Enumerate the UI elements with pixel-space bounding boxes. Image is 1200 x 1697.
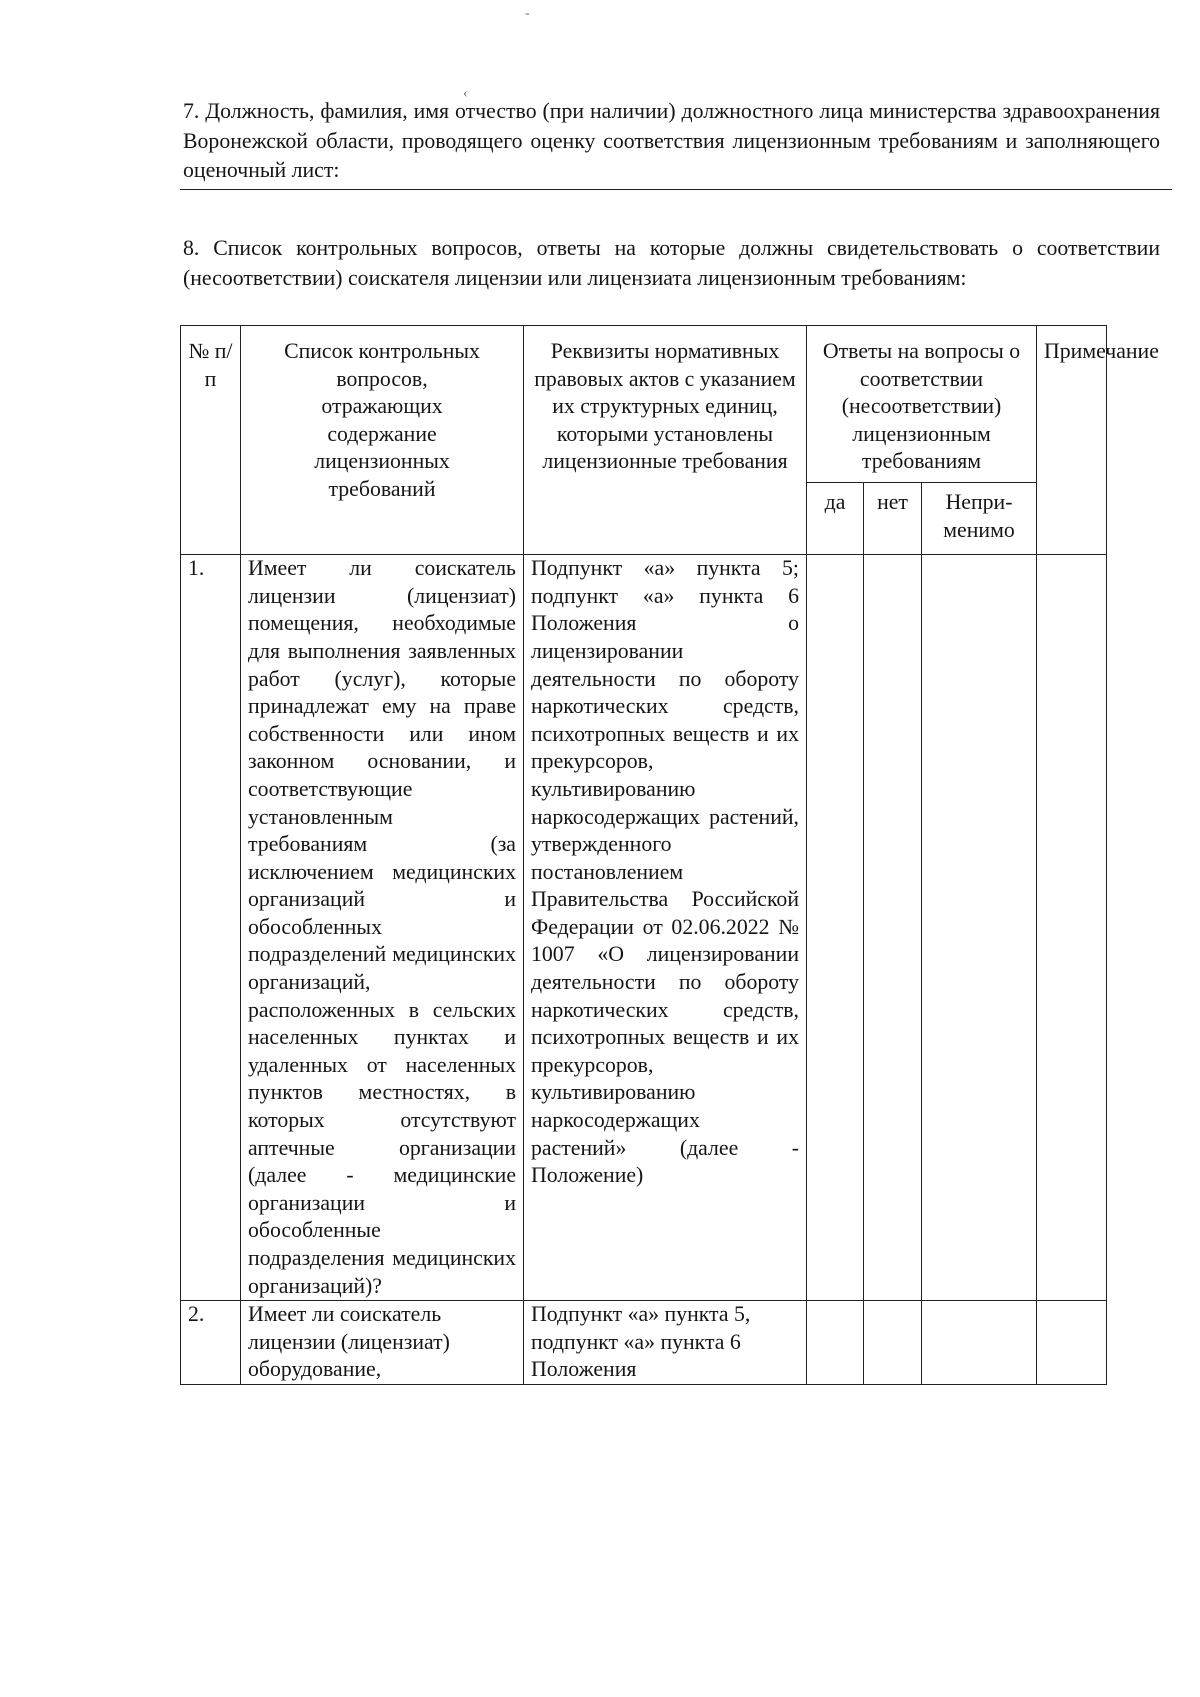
row-question: Имеет ли соискатель лицензии (лицензиат) оборудование,	[241, 1301, 524, 1385]
note-cell[interactable]	[1037, 1301, 1107, 1385]
answer-no-cell[interactable]	[864, 1301, 922, 1385]
row-question: Имеет ли соискатель лицензии (лицензиат) помещения, необходимые для выполнения заявленных работ (услуг), которые принадлежат ему на праве собственности или ином законном основании, и соответствующие установленным требованиям (за исключением медицинских организаций и обособленных подразделений медицинских организаций, расположенных в сельских населенных пунктах и удаленных от населенных пунктов местностях, в которых отсутствуют аптечные организации (далее - медицинские организации и обособленные подразделения медицинских организаций)?	[241, 555, 524, 1301]
row-number: 1.	[181, 555, 241, 1301]
scan-mark: ‹	[463, 86, 468, 101]
row-number: 2.	[181, 1301, 241, 1385]
table-header-row	[181, 326, 1107, 483]
answer-not-applicable-cell[interactable]	[922, 555, 1037, 1301]
answer-yes-cell[interactable]	[807, 1301, 864, 1385]
answer-no-cell[interactable]	[864, 555, 922, 1301]
section-8-text: 8. Список контрольных вопросов, ответы на которые должны свидетельствовать о соответствии (несоответствии) соискателя лицензии или лицензиата лицензионным требованиям:	[183, 236, 1160, 290]
scan-mark-top: -	[525, 6, 530, 21]
section-7-text: 7. Должность, фамилия, имя отчество (при наличии) должностного лица министерства здравоохранения Воронежской области, проводящего оценку соответствия лицензионным требованиям и заполняющего оценочный лист:	[183, 99, 1160, 182]
checklist-table	[180, 325, 1159, 1385]
header-questions: Список контрольных вопросов, отражающих содержание лицензионных требований	[241, 326, 524, 555]
header-note: Примечание	[1037, 326, 1107, 555]
header-yes: да	[807, 482, 864, 554]
header-not-applicable: Непри-менимо	[922, 482, 1037, 554]
row-requisite: Подпункт «а» пункта 5, подпункт «а» пункта 6 Положения	[524, 1301, 807, 1385]
header-number: № п/п	[181, 326, 241, 555]
answer-yes-cell[interactable]	[807, 555, 864, 1301]
signature-line	[180, 189, 1172, 190]
note-cell[interactable]	[1037, 555, 1107, 1301]
table-row	[181, 1301, 1107, 1385]
header-answers: Ответы на вопросы о соответствии (несоответствии) лицензионным требованиям	[807, 326, 1037, 483]
answer-not-applicable-cell[interactable]	[922, 1301, 1037, 1385]
header-requisites: Реквизиты нормативных правовых актов с указанием их структурных единиц, которыми установлены лицензионные требования	[524, 326, 807, 555]
header-no: нет	[864, 482, 922, 554]
row-requisite: Подпункт «а» пункта 5; подпункт «а» пункта 6 Положения о лицензировании деятельности по обороту наркотических средств, психотропных веществ и их прекурсоров, культивированию наркосодержащих растений, утвержденного постановлением Правительства Российской Федерации от 02.06.2022 № 1007 «О лицензировании деятельности по обороту наркотических средств, психотропных веществ и их прекурсоров, культивированию наркосодержащих растений» (далее - Положение)	[524, 555, 807, 1301]
table-row	[181, 555, 1107, 1301]
